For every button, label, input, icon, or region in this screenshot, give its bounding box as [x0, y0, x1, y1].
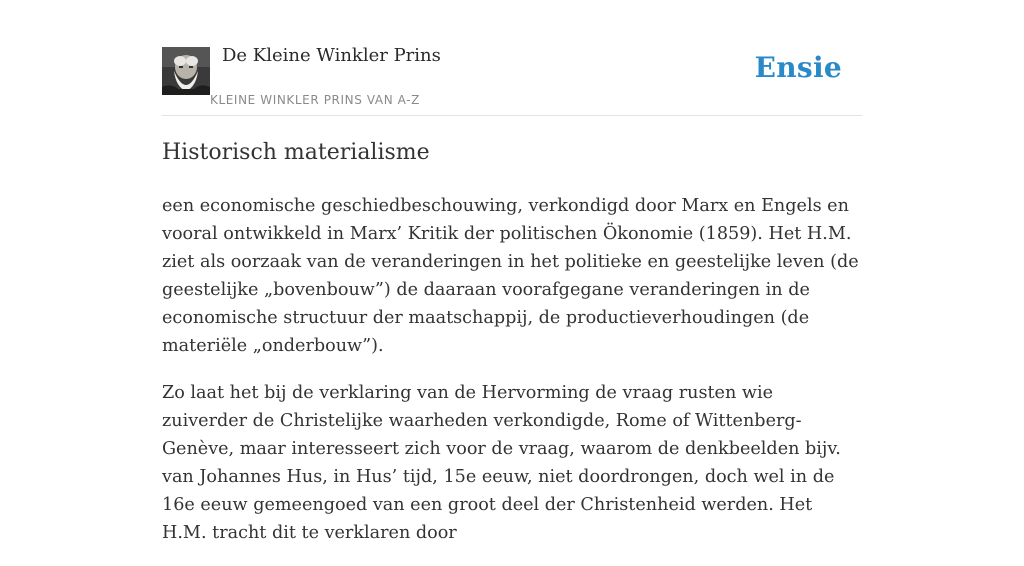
page: [162, 0, 862, 543]
brand-logo-link[interactable]: Ensie: [754, 51, 842, 84]
article-paragraph: een economische geschiedbeschouwing, verkondigd door Marx en Engels en vooral ontwikkeld in Marx’ Kritik der politischen Ökonomie (1859). Het H.M. ziet als oorzaak van de veranderingen in het politieke en geestelijke leven (de geestelijke „bovenbouw”) de daaraan voorafgegane veranderingen in de economische structuur der maatschappij, de productieverhoudingen (de materiële „onderbouw”).: [162, 196, 859, 356]
article-body: [162, 192, 862, 566]
source-title[interactable]: De Kleine Winkler Prins: [222, 45, 441, 66]
article-paragraph: Zo laat het bij de verklaring van de Hervorming de vraag rusten wie zuiverder de Christelijke waarheden verkondigde, Rome of Wittenberg-Genève, maar interesseert zich voor de vraag, waarom de denkbeelden bijv. van Johannes Hus, in Hus’ tijd, 15e eeuw, niet doordrongen, doch wel in de 16e eeuw gemeengoed van een groot deel der Christenheid werden. Het H.M. tracht dit te verklaren door: [162, 383, 841, 543]
avatar[interactable]: [162, 47, 210, 95]
header: [162, 0, 862, 116]
source-subtitle[interactable]: KLEINE WINKLER PRINS VAN A-Z: [210, 93, 420, 107]
bearded-man-portrait-icon: [162, 47, 210, 95]
article-title: Historisch materialisme: [162, 140, 430, 165]
